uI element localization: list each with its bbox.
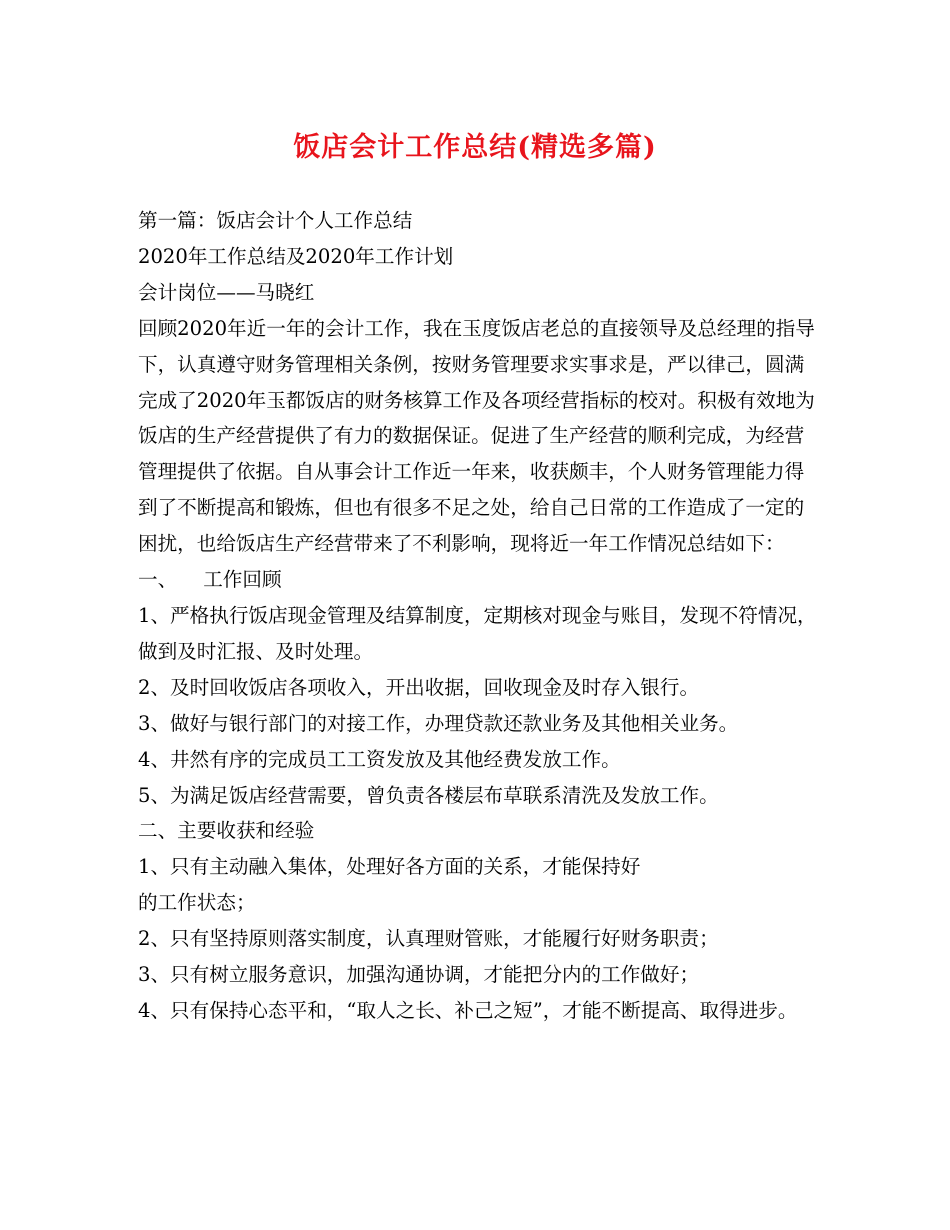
gains-item-1a: 1、只有主动融入集体，处理好各方面的关系，才能保持好 — [138, 855, 641, 879]
heading-number: 一、 — [138, 568, 178, 592]
intro-paragraph: 回顾2020年近一年的会计工作，我在玉度饭店老总的直接领导及总经理的指导下，认真遵守财务管理相关条例，按财务管理要求实事求是，严以律己，圆满完成了2020年玉都饭店的财务核算工作及各项经营指标的校对。积极有效地为饭店的生产经营提供了有力的数据保证。促进了生产经营的顺利完成，为经营管理提供了依据。自从事会计工作近一年来，收获颇丰，个人财务管理能力得到了不断提高和锻炼，但也有很多不足之处，给自己日常的工作造成了一定的困扰，也给饭店生产经营带来了不利影响，现将近一年工作情况总结如下： — [138, 316, 815, 556]
subheading-plan: 2020年工作总结及2020年工作计划 — [138, 244, 454, 268]
review-item-5: 5、为满足饭店经营需要，曾负责各楼层布草联系清洗及发放工作。 — [138, 783, 719, 807]
heading-gains: 二、主要收获和经验 — [138, 819, 315, 843]
author-line: 会计岗位——马晓红 — [138, 280, 315, 304]
review-item-1: 1、严格执行饭店现金管理及结算制度，定期核对现金与账目，发现不符情况，做到及时汇报、及时处理。 — [138, 603, 817, 663]
gains-item-1b: 的工作状态； — [138, 891, 256, 915]
gains-item-4: 4、只有保持心态平和，“取人之长、补己之短”，才能不断提高、取得进步。 — [138, 998, 798, 1022]
review-item-2: 2、及时回收饭店各项收入，开出收据，回收现金及时存入银行。 — [138, 675, 700, 699]
review-item-3: 3、做好与银行部门的对接工作，办理贷款还款业务及其他相关业务。 — [138, 711, 739, 735]
review-item-4: 4、井然有序的完成员工工资发放及其他经费发放工作。 — [138, 747, 621, 771]
heading-work-review — [138, 562, 818, 598]
document-body — [138, 203, 818, 1029]
gains-item-2: 2、只有坚持原则落实制度，认真理财管账，才能履行好财务职责； — [138, 927, 719, 951]
gains-item-3: 3、只有树立服务意识，加强沟通协调，才能把分内的工作做好； — [138, 963, 700, 987]
section-heading-1: 第一篇：饭店会计个人工作总结 — [138, 209, 413, 232]
document-title: 饭店会计工作总结(精选多篇) — [293, 132, 657, 163]
heading-text: 工作回顾 — [203, 568, 282, 592]
